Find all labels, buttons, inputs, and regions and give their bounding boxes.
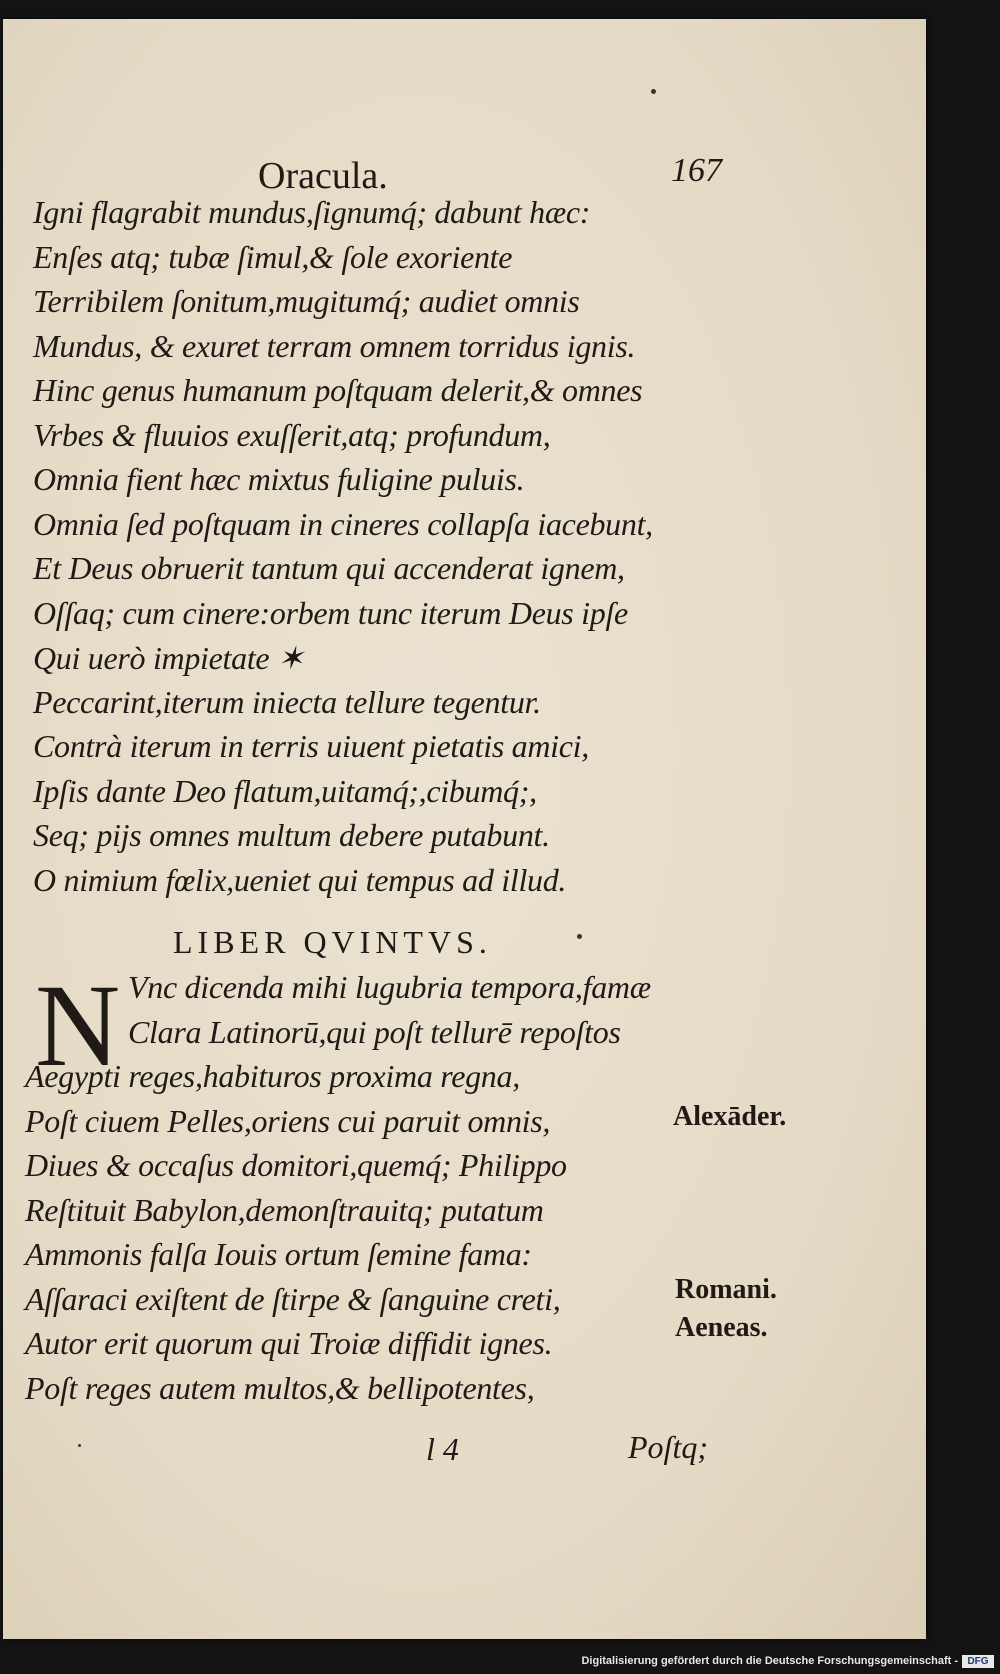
verse-line: Seq; pijs omnes multum debere putabunt.: [33, 817, 550, 853]
verse-line: Contrà iterum in terris uiuent pietatis amici,: [33, 728, 589, 764]
page-number: 167: [671, 152, 722, 189]
ink-speck: [577, 934, 582, 939]
verse-line: Autor erit quorum qui Troiæ diffidit ignes.: [25, 1325, 553, 1361]
verse-line: Hinc genus humanum poſtquam delerit,& omnes: [33, 372, 643, 408]
verse-line: Vrbes & fluuios exuſſerit,atq; profundum,: [33, 416, 551, 453]
ink-speck: [651, 89, 656, 94]
verse-line: Ipſis dante Deo flatum,uitamq́;,cibumq́;,: [33, 772, 537, 809]
marginal-note-romani: Romani.: [675, 1274, 777, 1305]
verse-line: Mundus, & exuret terram omnem torridus ignis.: [33, 327, 636, 364]
signature-mark: l 4: [426, 1431, 459, 1467]
verse-line: Enſes atq; tubæ ſimul,& ſole exoriente: [33, 238, 513, 275]
verse-line: Qui uerò impietate ✶: [33, 640, 304, 676]
verse-line: O nimium fœlix,ueniet qui tempus ad illud.: [33, 861, 567, 898]
verse-line: Et Deus obruerit tantum qui accenderat ignem,: [33, 550, 625, 586]
dfg-logo: DFG: [962, 1655, 994, 1668]
verse-line: Peccarint,iterum iniecta tellure tegentur.: [33, 683, 541, 720]
verse-line: Clara Latinorū,qui poſt tellurē repoſtos: [128, 1013, 621, 1050]
verse-line: Poſt reges autem multos,& bellipotentes,: [25, 1369, 535, 1406]
marginal-note-aeneas: Aeneas.: [675, 1312, 768, 1343]
verse-line: Terribilem ſonitum,mugitumq́; audiet omnis: [33, 283, 580, 319]
verse-line: Omnia fient hæc mixtus fuligine puluis.: [33, 461, 525, 497]
decorated-initial: N: [35, 960, 121, 1091]
verse-line: Aſſaraci exiſtent de ſtirpe & ſanguine creti,: [25, 1280, 561, 1317]
verse-line: Aegypti reges,habituros proxima regna,: [25, 1058, 520, 1094]
ink-speck: [78, 1444, 81, 1447]
verse-line: Oſſaq; cum cinere:orbem tunc iterum Deus ipſe: [33, 594, 628, 631]
marginal-note-alexander: Alexāder.: [673, 1101, 787, 1132]
verse-line: Omnia ſed poſtquam in cineres collapſa iacebunt,: [33, 505, 653, 542]
book-heading: LIBER QVINTVS.: [173, 924, 492, 960]
catchword: Poſtq;: [628, 1429, 708, 1465]
book-page: [3, 19, 926, 1639]
verse-line: Ammonis falſa Iouis ortum ſemine fama:: [25, 1236, 532, 1272]
verse-line: Reſtituit Babylon,demonſtrauitq; putatum: [25, 1191, 544, 1228]
verse-line: Vnc dicenda mihi lugubria tempora,famæ: [128, 969, 651, 1005]
credit-text: Digitalisierung gefördert durch die Deutsche Forschungsgemeinschaft -: [581, 1655, 958, 1667]
verse-line: Igni flagrabit mundus,ſignumq́; dabunt hæc:: [33, 194, 591, 230]
running-head: Oracula.: [258, 155, 388, 197]
verse-line: Poſt ciuem Pelles,oriens cui paruit omnis,: [25, 1102, 551, 1139]
verse-line: Diues & occaſus domitori,quemq́; Philippo: [25, 1147, 567, 1183]
